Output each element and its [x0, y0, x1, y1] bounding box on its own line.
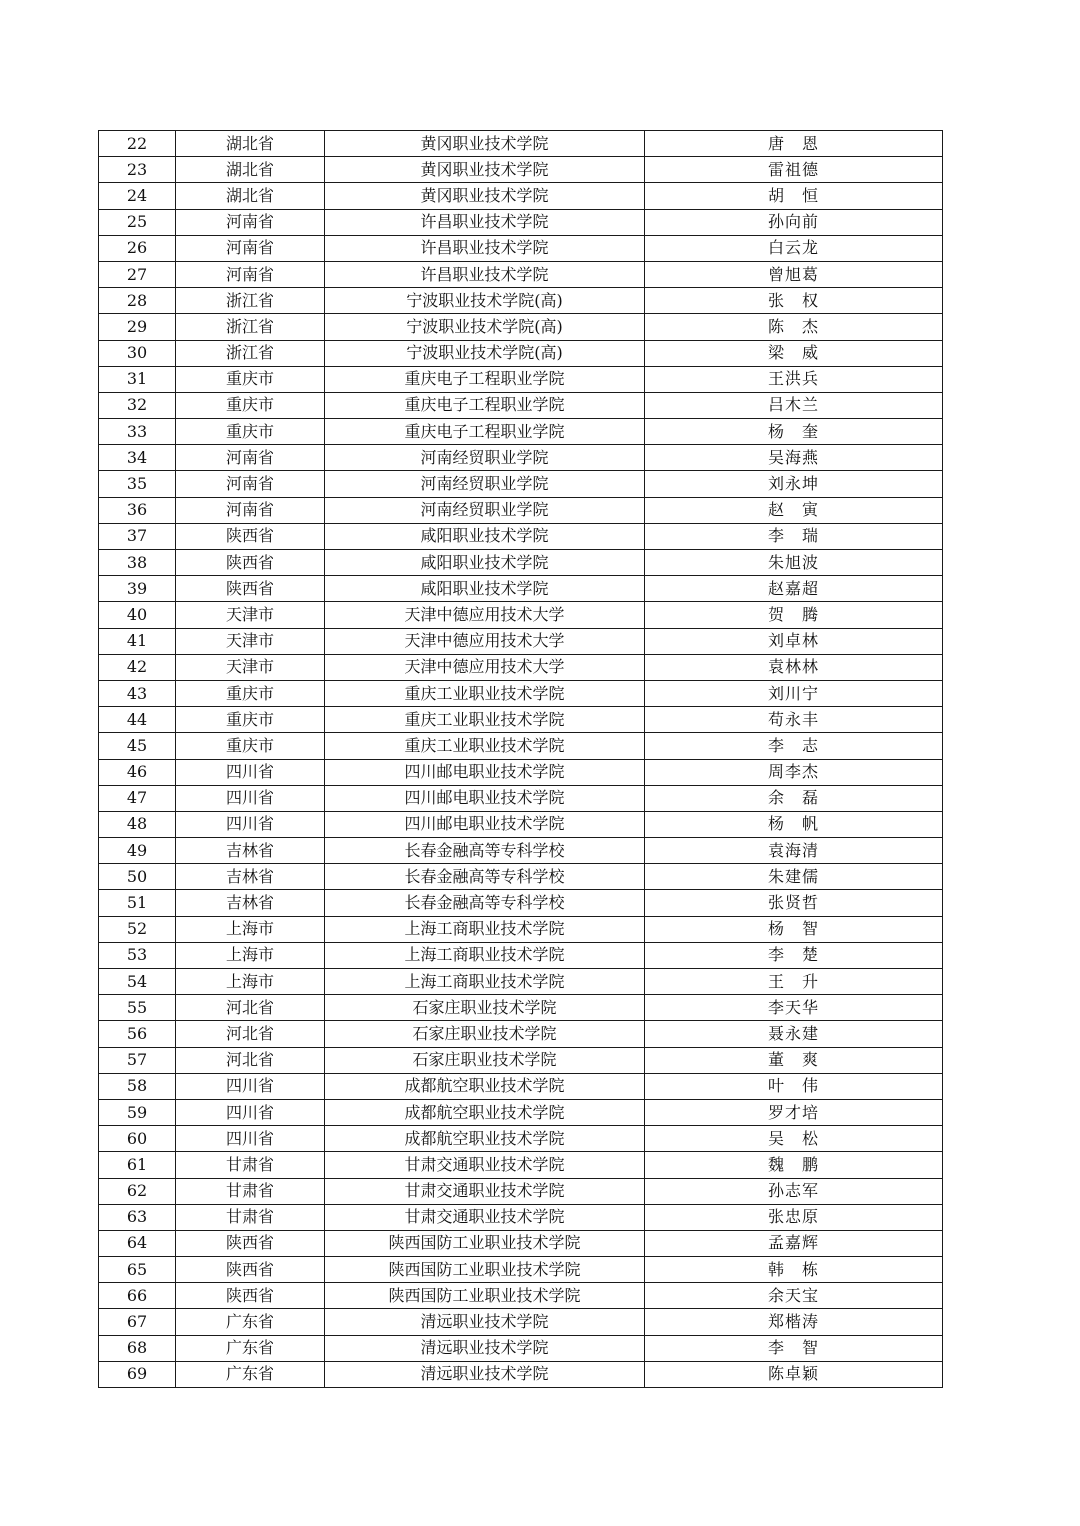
school-cell: 黄冈职业技术学院 — [325, 157, 645, 183]
row-number-cell: 37 — [99, 523, 176, 549]
row-number-cell: 49 — [99, 838, 176, 864]
table-row — [99, 890, 943, 916]
table-row — [99, 340, 943, 366]
row-number-cell: 45 — [99, 733, 176, 759]
province-cell: 上海市 — [176, 942, 325, 968]
table-row — [99, 1126, 943, 1152]
table-row — [99, 969, 943, 995]
table-row — [99, 759, 943, 785]
table-row — [99, 1257, 943, 1283]
school-cell: 清远职业技术学院 — [325, 1309, 645, 1335]
province-cell: 四川省 — [176, 785, 325, 811]
person-name-cell: 余 磊 — [645, 785, 943, 811]
school-cell: 上海工商职业技术学院 — [325, 969, 645, 995]
person-name-cell: 袁海清 — [645, 838, 943, 864]
school-cell: 黄冈职业技术学院 — [325, 131, 645, 157]
province-cell: 重庆市 — [176, 680, 325, 706]
table-row — [99, 131, 943, 157]
table-row — [99, 1309, 943, 1335]
school-cell: 重庆电子工程职业学院 — [325, 392, 645, 418]
row-number-cell: 24 — [99, 183, 176, 209]
school-cell: 重庆工业职业技术学院 — [325, 680, 645, 706]
person-name-cell: 胡 恒 — [645, 183, 943, 209]
row-number-cell: 64 — [99, 1230, 176, 1256]
school-cell: 河南经贸职业学院 — [325, 497, 645, 523]
person-name-cell: 雷祖德 — [645, 157, 943, 183]
person-name-cell: 魏 鹏 — [645, 1152, 943, 1178]
province-cell: 湖北省 — [176, 157, 325, 183]
school-cell: 许昌职业技术学院 — [325, 235, 645, 261]
row-number-cell: 30 — [99, 340, 176, 366]
person-name-cell: 曾旭葛 — [645, 261, 943, 287]
table-row — [99, 1335, 943, 1361]
province-cell: 浙江省 — [176, 340, 325, 366]
row-number-cell: 22 — [99, 131, 176, 157]
province-cell: 四川省 — [176, 1099, 325, 1125]
person-name-cell: 赵 寅 — [645, 497, 943, 523]
row-number-cell: 56 — [99, 1021, 176, 1047]
row-number-cell: 65 — [99, 1257, 176, 1283]
school-cell: 宁波职业技术学院(高) — [325, 340, 645, 366]
row-number-cell: 39 — [99, 576, 176, 602]
row-number-cell: 29 — [99, 314, 176, 340]
row-number-cell: 48 — [99, 811, 176, 837]
school-cell: 许昌职业技术学院 — [325, 261, 645, 287]
row-number-cell: 55 — [99, 995, 176, 1021]
row-number-cell: 47 — [99, 785, 176, 811]
row-number-cell: 54 — [99, 969, 176, 995]
table-row — [99, 471, 943, 497]
person-name-cell: 张 权 — [645, 288, 943, 314]
province-cell: 陕西省 — [176, 550, 325, 576]
person-name-cell: 李 瑞 — [645, 523, 943, 549]
province-cell: 四川省 — [176, 1073, 325, 1099]
school-cell: 陕西国防工业职业技术学院 — [325, 1230, 645, 1256]
person-name-cell: 梁 威 — [645, 340, 943, 366]
school-cell: 成都航空职业技术学院 — [325, 1073, 645, 1099]
row-number-cell: 31 — [99, 366, 176, 392]
person-name-cell: 孙志军 — [645, 1178, 943, 1204]
school-cell: 河南经贸职业学院 — [325, 471, 645, 497]
person-name-cell: 郑楷涛 — [645, 1309, 943, 1335]
row-number-cell: 46 — [99, 759, 176, 785]
row-number-cell: 61 — [99, 1152, 176, 1178]
person-name-cell: 罗才培 — [645, 1099, 943, 1125]
person-name-cell: 余天宝 — [645, 1283, 943, 1309]
province-cell: 天津市 — [176, 602, 325, 628]
table-row — [99, 550, 943, 576]
row-number-cell: 26 — [99, 235, 176, 261]
province-cell: 浙江省 — [176, 288, 325, 314]
person-name-cell: 杨 帆 — [645, 811, 943, 837]
table-row — [99, 1230, 943, 1256]
table-row — [99, 602, 943, 628]
person-name-cell: 周李杰 — [645, 759, 943, 785]
table-row — [99, 654, 943, 680]
person-name-cell: 朱建儒 — [645, 864, 943, 890]
person-name-cell: 白云龙 — [645, 235, 943, 261]
province-cell: 河南省 — [176, 471, 325, 497]
table-row — [99, 1047, 943, 1073]
row-number-cell: 59 — [99, 1099, 176, 1125]
row-number-cell: 42 — [99, 654, 176, 680]
person-name-cell: 吕木兰 — [645, 392, 943, 418]
province-cell: 河北省 — [176, 1021, 325, 1047]
province-cell: 吉林省 — [176, 864, 325, 890]
school-cell: 石家庄职业技术学院 — [325, 995, 645, 1021]
province-cell: 重庆市 — [176, 707, 325, 733]
table-row — [99, 733, 943, 759]
province-cell: 广东省 — [176, 1309, 325, 1335]
row-number-cell: 63 — [99, 1204, 176, 1230]
province-cell: 浙江省 — [176, 314, 325, 340]
school-cell: 天津中德应用技术大学 — [325, 628, 645, 654]
province-cell: 河南省 — [176, 235, 325, 261]
school-cell: 重庆工业职业技术学院 — [325, 707, 645, 733]
school-cell: 咸阳职业技术学院 — [325, 523, 645, 549]
person-name-cell: 袁林林 — [645, 654, 943, 680]
province-cell: 陕西省 — [176, 1257, 325, 1283]
person-name-cell: 刘川宁 — [645, 680, 943, 706]
province-cell: 河南省 — [176, 261, 325, 287]
school-cell: 宁波职业技术学院(高) — [325, 314, 645, 340]
person-name-cell: 王洪兵 — [645, 366, 943, 392]
table-row — [99, 445, 943, 471]
province-cell: 吉林省 — [176, 838, 325, 864]
person-name-cell: 张忠原 — [645, 1204, 943, 1230]
person-name-cell: 杨 智 — [645, 916, 943, 942]
school-cell: 甘肃交通职业技术学院 — [325, 1204, 645, 1230]
person-name-cell: 陈卓颖 — [645, 1361, 943, 1387]
row-number-cell: 36 — [99, 497, 176, 523]
row-number-cell: 50 — [99, 864, 176, 890]
province-cell: 湖北省 — [176, 131, 325, 157]
province-cell: 上海市 — [176, 969, 325, 995]
person-name-cell: 韩 栋 — [645, 1257, 943, 1283]
row-number-cell: 40 — [99, 602, 176, 628]
school-cell: 上海工商职业技术学院 — [325, 916, 645, 942]
school-cell: 陕西国防工业职业技术学院 — [325, 1283, 645, 1309]
row-number-cell: 23 — [99, 157, 176, 183]
row-number-cell: 66 — [99, 1283, 176, 1309]
table-row — [99, 261, 943, 287]
province-cell: 天津市 — [176, 628, 325, 654]
row-number-cell: 58 — [99, 1073, 176, 1099]
table-row — [99, 864, 943, 890]
person-name-cell: 孙向前 — [645, 209, 943, 235]
province-cell: 陕西省 — [176, 523, 325, 549]
school-cell: 天津中德应用技术大学 — [325, 654, 645, 680]
table-row — [99, 1204, 943, 1230]
province-cell: 河南省 — [176, 497, 325, 523]
province-cell: 吉林省 — [176, 890, 325, 916]
person-name-cell: 李天华 — [645, 995, 943, 1021]
table-row — [99, 1021, 943, 1047]
row-number-cell: 32 — [99, 392, 176, 418]
province-cell: 重庆市 — [176, 733, 325, 759]
province-cell: 甘肃省 — [176, 1204, 325, 1230]
province-cell: 河北省 — [176, 1047, 325, 1073]
school-cell: 咸阳职业技术学院 — [325, 576, 645, 602]
person-name-cell: 孟嘉辉 — [645, 1230, 943, 1256]
person-name-cell: 李 楚 — [645, 942, 943, 968]
province-cell: 湖北省 — [176, 183, 325, 209]
row-number-cell: 57 — [99, 1047, 176, 1073]
province-cell: 河北省 — [176, 995, 325, 1021]
row-number-cell: 34 — [99, 445, 176, 471]
person-name-cell: 王 升 — [645, 969, 943, 995]
school-cell: 长春金融高等专科学校 — [325, 890, 645, 916]
school-cell: 宁波职业技术学院(高) — [325, 288, 645, 314]
row-number-cell: 67 — [99, 1309, 176, 1335]
province-cell: 上海市 — [176, 916, 325, 942]
school-cell: 石家庄职业技术学院 — [325, 1021, 645, 1047]
school-cell: 甘肃交通职业技术学院 — [325, 1152, 645, 1178]
row-number-cell: 68 — [99, 1335, 176, 1361]
row-number-cell: 44 — [99, 707, 176, 733]
row-number-cell: 25 — [99, 209, 176, 235]
table-row — [99, 811, 943, 837]
province-cell: 甘肃省 — [176, 1178, 325, 1204]
table-row — [99, 1073, 943, 1099]
school-cell: 四川邮电职业技术学院 — [325, 785, 645, 811]
province-cell: 四川省 — [176, 1126, 325, 1152]
school-cell: 清远职业技术学院 — [325, 1361, 645, 1387]
school-cell: 咸阳职业技术学院 — [325, 550, 645, 576]
table-row — [99, 680, 943, 706]
row-number-cell: 52 — [99, 916, 176, 942]
person-name-cell: 聂永建 — [645, 1021, 943, 1047]
table-row — [99, 942, 943, 968]
table-row — [99, 1099, 943, 1125]
school-cell: 长春金融高等专科学校 — [325, 838, 645, 864]
person-name-cell: 贺 腾 — [645, 602, 943, 628]
person-name-cell: 张贤哲 — [645, 890, 943, 916]
table-row — [99, 209, 943, 235]
province-cell: 陕西省 — [176, 1230, 325, 1256]
row-number-cell: 62 — [99, 1178, 176, 1204]
row-number-cell: 69 — [99, 1361, 176, 1387]
person-name-cell: 李 志 — [645, 733, 943, 759]
province-cell: 陕西省 — [176, 576, 325, 602]
person-name-cell: 叶 伟 — [645, 1073, 943, 1099]
table-row — [99, 419, 943, 445]
province-cell: 重庆市 — [176, 392, 325, 418]
school-cell: 清远职业技术学院 — [325, 1335, 645, 1361]
province-cell: 河南省 — [176, 445, 325, 471]
person-name-cell: 董 爽 — [645, 1047, 943, 1073]
roster-table — [98, 130, 943, 1388]
person-name-cell: 吴 松 — [645, 1126, 943, 1152]
person-name-cell: 刘卓林 — [645, 628, 943, 654]
school-cell: 重庆电子工程职业学院 — [325, 419, 645, 445]
province-cell: 河南省 — [176, 209, 325, 235]
school-cell: 四川邮电职业技术学院 — [325, 759, 645, 785]
table-row — [99, 392, 943, 418]
table-row — [99, 288, 943, 314]
row-number-cell: 51 — [99, 890, 176, 916]
person-name-cell: 唐 恩 — [645, 131, 943, 157]
school-cell: 许昌职业技术学院 — [325, 209, 645, 235]
table-row — [99, 235, 943, 261]
person-name-cell: 刘永坤 — [645, 471, 943, 497]
school-cell: 甘肃交通职业技术学院 — [325, 1178, 645, 1204]
row-number-cell: 38 — [99, 550, 176, 576]
school-cell: 成都航空职业技术学院 — [325, 1126, 645, 1152]
row-number-cell: 33 — [99, 419, 176, 445]
school-cell: 重庆工业职业技术学院 — [325, 733, 645, 759]
table-row — [99, 497, 943, 523]
province-cell: 广东省 — [176, 1335, 325, 1361]
table-row — [99, 995, 943, 1021]
province-cell: 重庆市 — [176, 419, 325, 445]
table-row — [99, 785, 943, 811]
table-row — [99, 1283, 943, 1309]
province-cell: 广东省 — [176, 1361, 325, 1387]
person-name-cell: 杨 奎 — [645, 419, 943, 445]
province-cell: 重庆市 — [176, 366, 325, 392]
person-name-cell: 朱旭波 — [645, 550, 943, 576]
row-number-cell: 43 — [99, 680, 176, 706]
province-cell: 天津市 — [176, 654, 325, 680]
row-number-cell: 27 — [99, 261, 176, 287]
table-row — [99, 1361, 943, 1387]
province-cell: 甘肃省 — [176, 1152, 325, 1178]
school-cell: 四川邮电职业技术学院 — [325, 811, 645, 837]
row-number-cell: 60 — [99, 1126, 176, 1152]
province-cell: 陕西省 — [176, 1283, 325, 1309]
school-cell: 重庆电子工程职业学院 — [325, 366, 645, 392]
person-name-cell: 吴海燕 — [645, 445, 943, 471]
person-name-cell: 陈 杰 — [645, 314, 943, 340]
table-row — [99, 1152, 943, 1178]
table-row — [99, 707, 943, 733]
row-number-cell: 53 — [99, 942, 176, 968]
school-cell: 石家庄职业技术学院 — [325, 1047, 645, 1073]
school-cell: 长春金融高等专科学校 — [325, 864, 645, 890]
row-number-cell: 35 — [99, 471, 176, 497]
table-row — [99, 838, 943, 864]
row-number-cell: 28 — [99, 288, 176, 314]
table-row — [99, 366, 943, 392]
person-name-cell: 李 智 — [645, 1335, 943, 1361]
school-cell: 河南经贸职业学院 — [325, 445, 645, 471]
roster-table-body — [99, 131, 943, 1388]
province-cell: 四川省 — [176, 811, 325, 837]
table-row — [99, 628, 943, 654]
school-cell: 天津中德应用技术大学 — [325, 602, 645, 628]
school-cell: 上海工商职业技术学院 — [325, 942, 645, 968]
table-row — [99, 314, 943, 340]
person-name-cell: 苟永丰 — [645, 707, 943, 733]
table-row — [99, 916, 943, 942]
table-row — [99, 183, 943, 209]
table-row — [99, 576, 943, 602]
row-number-cell: 41 — [99, 628, 176, 654]
school-cell: 黄冈职业技术学院 — [325, 183, 645, 209]
table-row — [99, 523, 943, 549]
school-cell: 成都航空职业技术学院 — [325, 1099, 645, 1125]
province-cell: 四川省 — [176, 759, 325, 785]
table-row — [99, 1178, 943, 1204]
person-name-cell: 赵嘉超 — [645, 576, 943, 602]
table-row — [99, 157, 943, 183]
school-cell: 陕西国防工业职业技术学院 — [325, 1257, 645, 1283]
